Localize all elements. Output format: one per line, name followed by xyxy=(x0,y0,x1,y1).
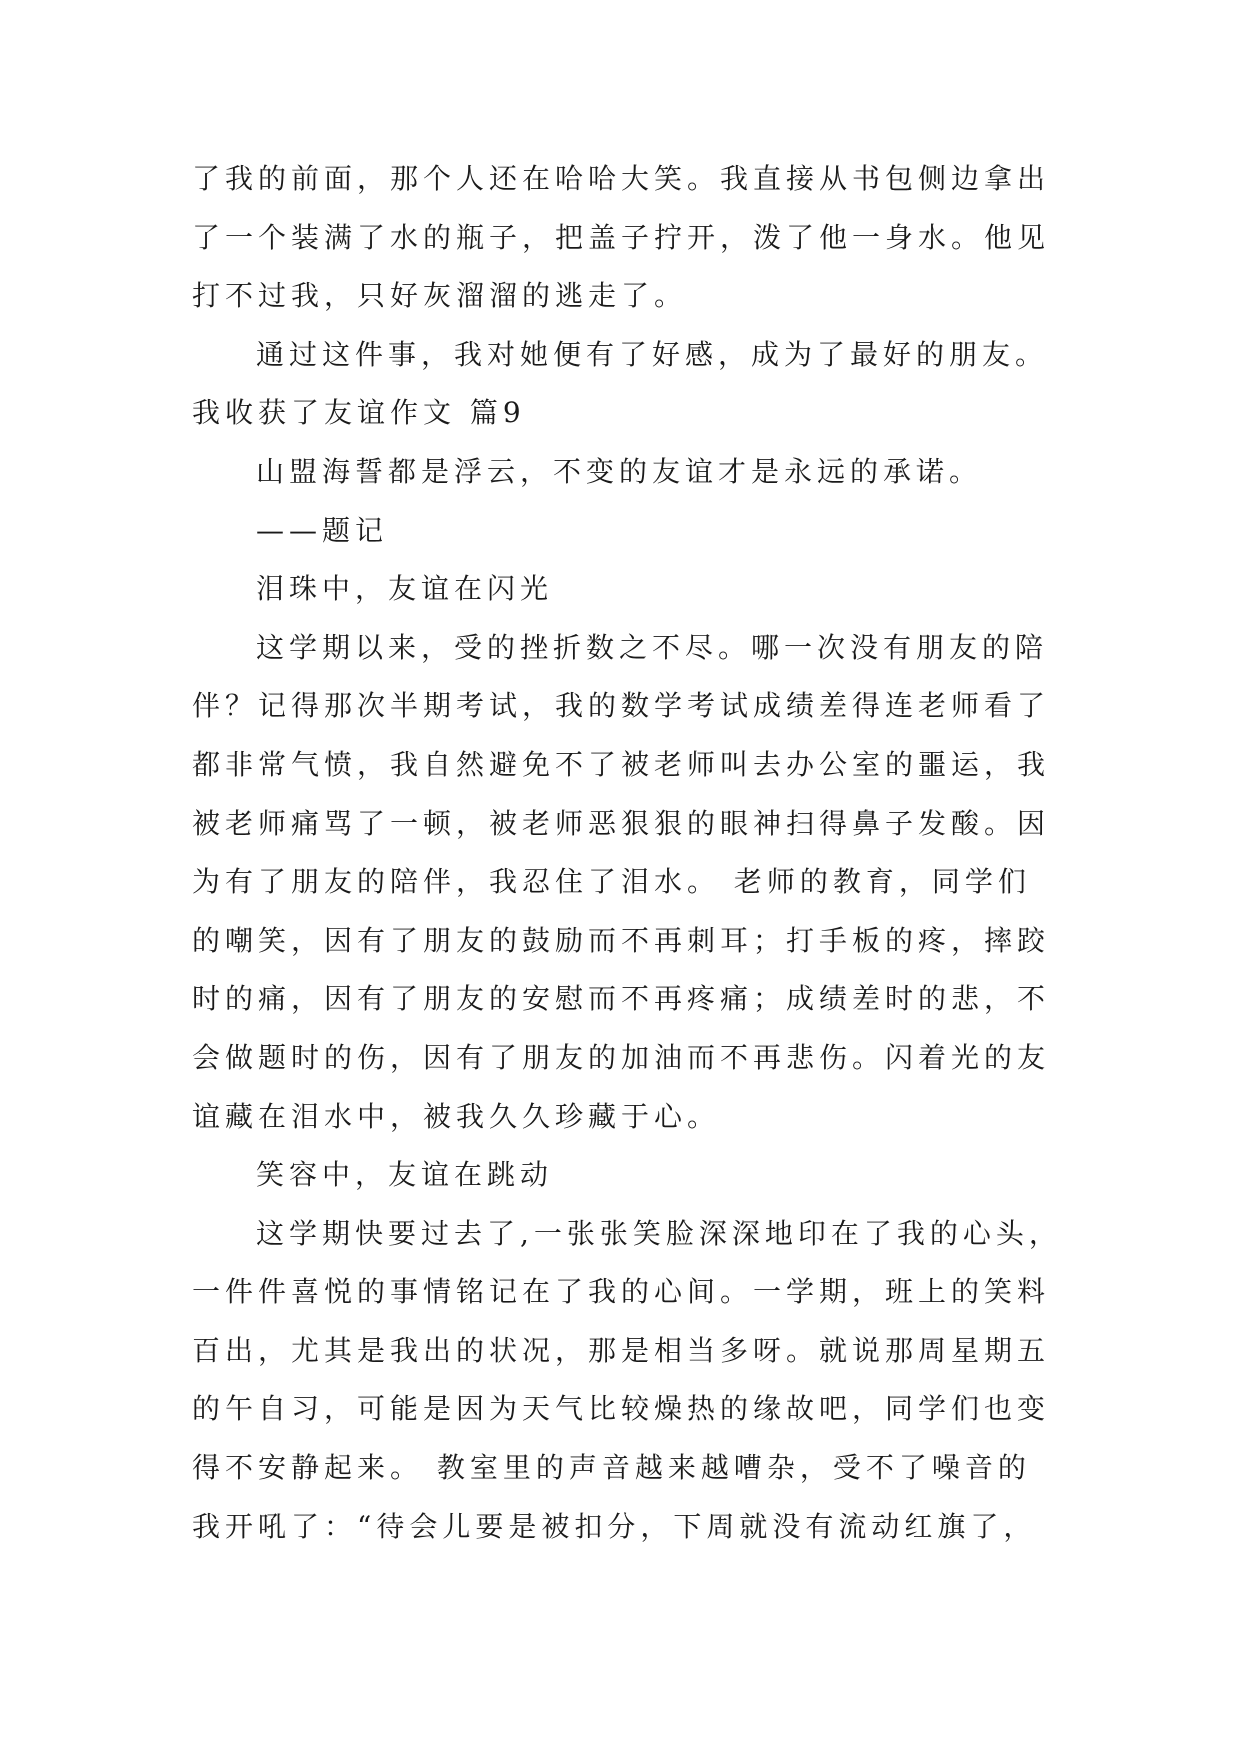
text-line: 我开吼了：“待会儿要是被扣分，下周就没有流动红旗了， xyxy=(192,1509,1037,1543)
text-line: 百出，尤其是我出的状况，那是相当多呀。就说那周星期五 xyxy=(192,1333,1051,1367)
text-line: 都非常气愤，我自然避免不了被老师叫去办公室的噩运，我 xyxy=(192,747,1051,781)
text-line: 谊藏在泪水中，被我久久珍藏于心。 xyxy=(192,1099,721,1133)
text-line: 一件件喜悦的事情铭记在了我的心间。一学期，班上的笑料 xyxy=(192,1275,1051,1309)
document-body xyxy=(192,150,1062,1556)
epigraph: 山盟海誓都是浮云，不变的友谊才是永远的承诺。 xyxy=(256,454,983,488)
text-line: 的午自习，可能是因为天气比较燥热的缘故吧，同学们也变 xyxy=(192,1392,1051,1426)
paragraph-start: 通过这件事，我对她便有了好感，成为了最好的朋友。 xyxy=(256,337,1049,371)
paragraph-start: 这学期快要过去了,一张张笑脸深深地印在了我的心头， xyxy=(256,1216,1062,1250)
section-heading: 我收获了友谊作文 篇9 xyxy=(192,396,526,430)
epigraph-attribution: ——题记 xyxy=(256,513,389,547)
text-line: 为有了朋友的陪伴，我忍住了泪水。 老师的教育，同学们 xyxy=(192,865,1031,899)
text-line: 了一个装满了水的瓶子，把盖子拧开，泼了他一身水。他见 xyxy=(192,220,1051,254)
text-line: 得不安静起来。 教室里的声音越来越嘈杂，受不了噪音的 xyxy=(192,1451,1031,1485)
text-line: 时的痛，因有了朋友的安慰而不再疼痛；成绩差时的悲，不 xyxy=(192,982,1051,1016)
text-line: 会做题时的伤，因有了朋友的加油而不再悲伤。闪着光的友 xyxy=(192,1040,1051,1074)
text-line: 伴？记得那次半期考试，我的数学考试成绩差得连老师看了 xyxy=(192,689,1051,723)
text-line: 了我的前面，那个人还在哈哈大笑。我直接从书包侧边拿出 xyxy=(192,162,1051,195)
paragraph-start: 这学期以来，受的挫折数之不尽。哪一次没有朋友的陪 xyxy=(256,630,1049,664)
text-line: 的嘲笑，因有了朋友的鼓励而不再刺耳；打手板的疼，摔跤 xyxy=(192,923,1051,957)
subheading: 泪珠中，友谊在闪光 xyxy=(256,572,554,606)
subheading: 笑容中，友谊在跳动 xyxy=(256,1158,554,1192)
text-line: 打不过我，只好灰溜溜的逃走了。 xyxy=(192,279,688,313)
text-line: 被老师痛骂了一顿，被老师恶狠狠的眼神扫得鼻子发酸。因 xyxy=(192,806,1051,840)
